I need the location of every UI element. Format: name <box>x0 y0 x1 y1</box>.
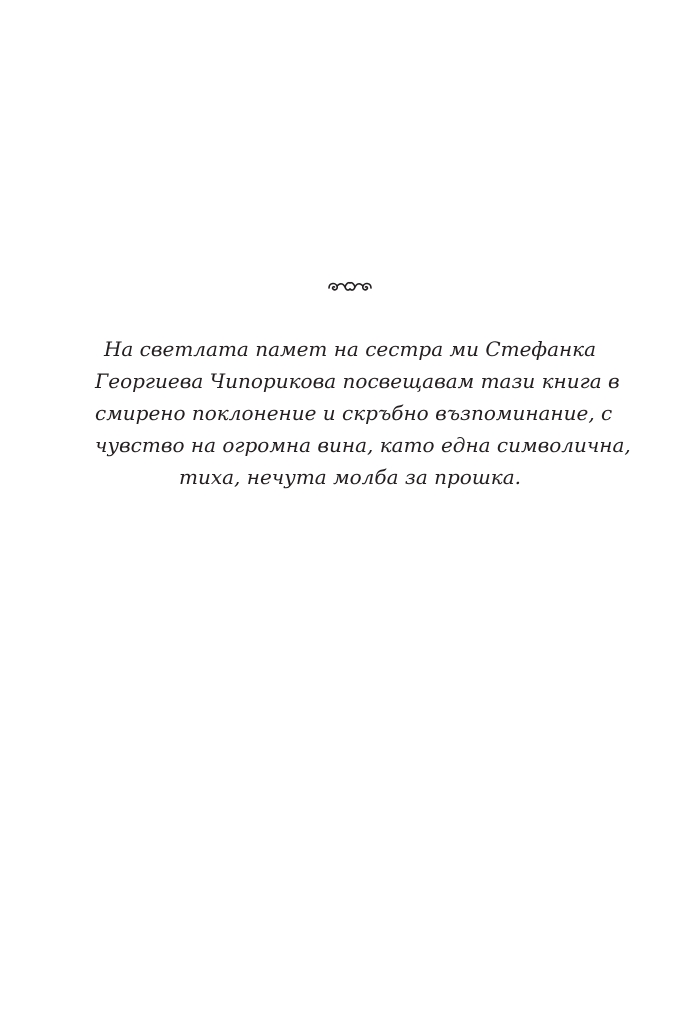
dedication-line: На светлата памет на сестра ми Стефанка <box>103 337 597 361</box>
dedication-line: чувство на огромна вина, като една символична, <box>95 433 631 457</box>
dedication-line: смирено поклонение и скръбно възпоминание, с <box>95 401 613 425</box>
dedication-text <box>95 333 631 493</box>
fleuron-ornament-icon <box>326 279 374 295</box>
dedication-line: Георгиева Чипорикова посвещавам тази книга в <box>95 369 620 393</box>
dedication-line: тиха, нечута молба за прошка. <box>179 465 521 489</box>
